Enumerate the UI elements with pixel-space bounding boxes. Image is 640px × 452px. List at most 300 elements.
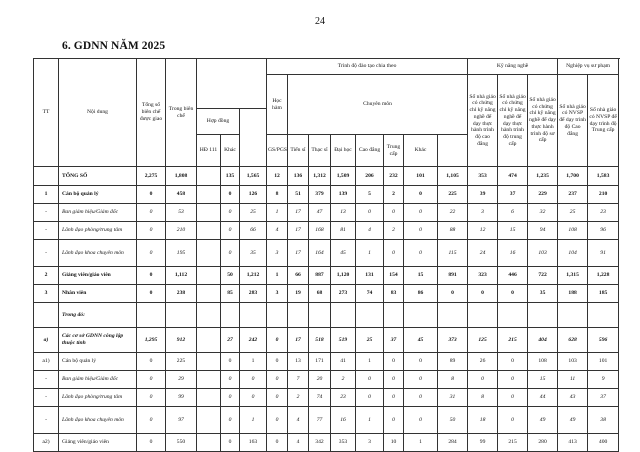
- table-cell: 104: [558, 240, 588, 267]
- table-row: [34, 285, 619, 303]
- header-specialty: Chuyên môn: [288, 75, 468, 135]
- table-cell: 474: [498, 167, 528, 186]
- table-cell: 1: [240, 353, 267, 371]
- row-number: 2: [34, 267, 59, 285]
- row-label: Giảng viên/giáo viên: [59, 267, 137, 285]
- table-cell: 23: [588, 204, 619, 222]
- table-cell: 210: [588, 186, 619, 204]
- table-cell: 8: [267, 186, 288, 204]
- table-cell: 342: [309, 434, 331, 452]
- table-cell: 163: [240, 434, 267, 452]
- table-cell: 229: [528, 186, 558, 204]
- row-label: Ban giám hiệu/Giám đốc: [59, 371, 137, 389]
- table-cell-empty: [197, 303, 221, 328]
- table-cell: 17: [288, 240, 309, 267]
- table-cell: 0: [240, 371, 267, 389]
- table-cell: 210: [166, 222, 197, 240]
- header-contract-total: [240, 109, 267, 167]
- table-cell-empty: [197, 353, 221, 371]
- table-cell: 39: [468, 186, 498, 204]
- table-cell: 1: [240, 407, 267, 434]
- table-cell: 45: [331, 240, 356, 267]
- table-cell: 108: [558, 222, 588, 240]
- table-cell: 23: [331, 389, 356, 407]
- table-cell: 550: [166, 434, 197, 452]
- table-cell: 97: [166, 407, 197, 434]
- header-group-qualification: Trình độ đào tạo chia theo: [267, 59, 468, 75]
- table-cell: 1: [267, 204, 288, 222]
- table-cell: 1,315: [558, 267, 588, 285]
- header-specialty-other: Khác: [404, 135, 438, 167]
- table-cell: [558, 303, 588, 328]
- row-number: a2): [34, 434, 59, 452]
- table-cell: 51: [288, 186, 309, 204]
- table-cell: 0: [221, 389, 240, 407]
- table-cell: 0: [137, 371, 166, 389]
- table-cell: 1,105: [438, 167, 468, 186]
- table-cell: 17: [288, 204, 309, 222]
- table-row: [34, 240, 619, 267]
- table-cell: 0: [267, 389, 288, 407]
- table-cell: 66: [240, 222, 267, 240]
- table-row: [34, 407, 619, 434]
- table-cell: 83: [384, 285, 404, 303]
- table-cell: 77: [309, 407, 331, 434]
- table-cell-empty: [197, 267, 221, 285]
- table-cell: 0: [137, 240, 166, 267]
- row-label: Trong đó:: [59, 303, 137, 328]
- table-row: [34, 204, 619, 222]
- table-cell: 628: [558, 328, 588, 353]
- table-cell: 891: [438, 267, 468, 285]
- table-cell: 0: [221, 371, 240, 389]
- table-cell: 519: [331, 328, 356, 353]
- table-cell: 237: [558, 186, 588, 204]
- table-cell: 99: [166, 389, 197, 407]
- table-cell: 0: [384, 240, 404, 267]
- table-cell: 3: [267, 240, 288, 267]
- header-intermediate: Trung cấp: [384, 135, 404, 167]
- table-cell: 103: [558, 353, 588, 371]
- table-cell: 15: [528, 371, 558, 389]
- table-cell: [384, 303, 404, 328]
- table-cell: 45: [404, 328, 438, 353]
- table-cell: 47: [309, 204, 331, 222]
- table-cell: 154: [384, 267, 404, 285]
- table-cell: 1,120: [331, 267, 356, 285]
- table-cell: 0: [468, 285, 498, 303]
- header-hd111: HĐ 111: [197, 135, 221, 167]
- table-cell: 25: [558, 204, 588, 222]
- table-cell: [468, 303, 498, 328]
- page-number: 24: [315, 16, 325, 27]
- row-number: a): [34, 328, 59, 353]
- table-cell: 1: [356, 353, 384, 371]
- table-cell: 912: [166, 328, 197, 353]
- table-body: [34, 167, 619, 452]
- table-cell: 7: [288, 371, 309, 389]
- table-cell-empty: [197, 371, 221, 389]
- header-academic-title: Học hàm: [267, 75, 288, 135]
- row-number: -: [34, 407, 59, 434]
- table-cell: 1: [356, 240, 384, 267]
- table-cell: 0: [404, 240, 438, 267]
- table-cell: 24: [468, 240, 498, 267]
- table-cell: 38: [588, 407, 619, 434]
- table-cell: 15: [498, 222, 528, 240]
- table-cell: 232: [384, 167, 404, 186]
- header-college: Cao đẳng: [356, 135, 384, 167]
- table-cell: 0: [221, 186, 240, 204]
- table-cell: 53: [166, 204, 197, 222]
- table-cell: 4: [267, 222, 288, 240]
- table-cell: [588, 303, 619, 328]
- table-cell: 185: [588, 285, 619, 303]
- table-cell: 16: [498, 240, 528, 267]
- table-cell: 6: [498, 204, 528, 222]
- table-row: [34, 389, 619, 407]
- table-cell: 44: [528, 389, 558, 407]
- table-cell: 18: [468, 407, 498, 434]
- table-cell: 115: [438, 240, 468, 267]
- row-label: Lãnh đạo khoa chuyên môn: [59, 240, 137, 267]
- header-skill-college: Số nhà giáo có chứng chỉ kỹ năng nghề để dạy thực hành trình độ cao đẳng: [468, 75, 498, 167]
- table-cell: 94: [528, 222, 558, 240]
- table-cell: 126: [240, 186, 267, 204]
- table-cell: 0: [267, 328, 288, 353]
- table-cell: 0: [137, 186, 166, 204]
- header-contract-top: [197, 59, 267, 109]
- table-cell: 13: [288, 353, 309, 371]
- table-cell: 37: [498, 186, 528, 204]
- header-group-vocational-skill: Kỹ năng nghề: [468, 59, 558, 75]
- table-cell: 74: [356, 285, 384, 303]
- table-cell: 1,583: [588, 167, 619, 186]
- table-cell: 1,565: [240, 167, 267, 186]
- table-cell: 1,212: [240, 267, 267, 285]
- table-cell: 1,235: [528, 167, 558, 186]
- table-cell: 0: [221, 434, 240, 452]
- table-cell-empty: [197, 186, 221, 204]
- table-cell: 136: [288, 167, 309, 186]
- table-cell: 0: [498, 389, 528, 407]
- table-cell: 101: [404, 167, 438, 186]
- header-total-staff: Tổng số biên chế được giao: [137, 59, 166, 167]
- row-number: a1): [34, 353, 59, 371]
- header-university: Đại học: [331, 135, 356, 167]
- row-number: -: [34, 204, 59, 222]
- table-cell: 353: [468, 167, 498, 186]
- table-cell: 0: [356, 389, 384, 407]
- table-cell: 0: [221, 222, 240, 240]
- table-cell: 323: [468, 267, 498, 285]
- table-row: [34, 303, 619, 328]
- table-cell: 1: [404, 434, 438, 452]
- table-cell: 27: [221, 328, 240, 353]
- table-cell: 89: [438, 353, 468, 371]
- table-cell: 887: [309, 267, 331, 285]
- table-cell: 1,295: [137, 328, 166, 353]
- table-cell: 12: [468, 222, 498, 240]
- header-master: Thạc sĩ: [309, 135, 331, 167]
- table-cell: 37: [384, 328, 404, 353]
- row-label: Giảng viên/giáo viên: [59, 434, 137, 452]
- table-cell: 0: [404, 353, 438, 371]
- table-cell: 283: [240, 285, 267, 303]
- table-cell-empty: [197, 204, 221, 222]
- table-cell: 0: [221, 407, 240, 434]
- table-cell: 2: [288, 389, 309, 407]
- header-gs-pgs: GS/PGS: [267, 135, 288, 167]
- table-cell: [137, 303, 166, 328]
- table-cell: 0: [267, 407, 288, 434]
- table-cell: 25: [240, 204, 267, 222]
- table-cell: [288, 303, 309, 328]
- table-cell: 1,808: [166, 167, 197, 186]
- table-cell: 0: [498, 407, 528, 434]
- table-cell: [498, 303, 528, 328]
- table-cell: [166, 303, 197, 328]
- table-cell: 0: [404, 407, 438, 434]
- header-group-pedagogy: Nghiệp vụ sư phạm: [558, 59, 619, 75]
- table-cell: 0: [384, 389, 404, 407]
- table-cell-empty: [197, 167, 221, 186]
- header-contract-other: Khác: [221, 135, 240, 167]
- table-cell: 3: [468, 204, 498, 222]
- table-row: [34, 167, 619, 186]
- row-label: Nhân viên: [59, 285, 137, 303]
- table-cell: [309, 303, 331, 328]
- table-cell: 1,312: [309, 167, 331, 186]
- row-label: Lãnh đạo khoa chuyên môn: [59, 407, 137, 434]
- table-cell: 284: [438, 434, 468, 452]
- table-row: [34, 353, 619, 371]
- table-cell-empty: [197, 222, 221, 240]
- table-cell: 164: [309, 240, 331, 267]
- row-label: Lãnh đạo phòng/trung tâm: [59, 389, 137, 407]
- table-cell: 135: [221, 167, 240, 186]
- table-cell: 0: [384, 371, 404, 389]
- table-cell: 2,275: [137, 167, 166, 186]
- table-cell: 43: [558, 389, 588, 407]
- table-cell: 1,228: [588, 267, 619, 285]
- row-number: [34, 167, 59, 186]
- table-cell: 86: [404, 285, 438, 303]
- header-content: Nội dung: [59, 59, 137, 167]
- table-cell-empty: [197, 240, 221, 267]
- table-cell: 596: [588, 328, 619, 353]
- table-cell: 404: [528, 328, 558, 353]
- table-cell: 8: [438, 371, 468, 389]
- table-cell: 17: [288, 328, 309, 353]
- table-cell: 0: [384, 204, 404, 222]
- table-cell: 446: [498, 267, 528, 285]
- row-label: Cán bộ quản lý: [59, 186, 137, 204]
- header-in-payroll: Trong biên chế: [166, 59, 197, 167]
- table-cell-empty: [197, 407, 221, 434]
- table-cell: 3: [356, 434, 384, 452]
- table-cell: [356, 303, 384, 328]
- table-cell: 0: [221, 240, 240, 267]
- table-cell: 1: [267, 267, 288, 285]
- table-cell: 91: [588, 240, 619, 267]
- table-cell: 1,112: [166, 267, 197, 285]
- row-number: -: [34, 240, 59, 267]
- table-cell: 66: [288, 267, 309, 285]
- table-cell: 31: [438, 389, 468, 407]
- table-cell: 13: [331, 204, 356, 222]
- table-cell: [331, 303, 356, 328]
- table-cell: 12: [267, 167, 288, 186]
- table-cell: 195: [166, 240, 197, 267]
- table-cell: 206: [356, 167, 384, 186]
- table-cell: 50: [221, 267, 240, 285]
- table-cell: 4: [356, 222, 384, 240]
- header-doctor: Tiến sĩ: [288, 135, 309, 167]
- table-cell: 0: [384, 353, 404, 371]
- table-cell-empty: [197, 328, 221, 353]
- table-cell: 20: [309, 371, 331, 389]
- table-cell: 10: [384, 434, 404, 452]
- table-cell: 168: [309, 222, 331, 240]
- table-cell: 49: [558, 407, 588, 434]
- table-cell: 225: [166, 353, 197, 371]
- table-cell: 19: [288, 285, 309, 303]
- table-cell: 238: [166, 285, 197, 303]
- table-cell: 2: [384, 186, 404, 204]
- table-cell: 26: [468, 353, 498, 371]
- row-number: 3: [34, 285, 59, 303]
- row-label: Cán bộ quản lý: [59, 353, 137, 371]
- table-cell: 88: [438, 222, 468, 240]
- table-cell: 131: [356, 267, 384, 285]
- header-tt: TT: [34, 59, 59, 167]
- table-cell: [438, 303, 468, 328]
- table-cell: 215: [498, 328, 528, 353]
- table-cell: [240, 303, 267, 328]
- table-cell: 225: [438, 186, 468, 204]
- table-cell: 41: [331, 353, 356, 371]
- table-cell: 215: [498, 434, 528, 452]
- header-pedagogy-college: Số nhà giáo có NVSP để dạy trình độ Cao đẳng: [558, 75, 588, 167]
- table-cell: 4: [288, 407, 309, 434]
- table-cell: 37: [588, 389, 619, 407]
- table-cell: 188: [558, 285, 588, 303]
- table-cell: [404, 303, 438, 328]
- table-cell: 242: [240, 328, 267, 353]
- table-row: [34, 267, 619, 285]
- table-cell: 518: [309, 328, 331, 353]
- table-cell: 0: [137, 222, 166, 240]
- table-cell: 99: [468, 434, 498, 452]
- row-number: -: [34, 222, 59, 240]
- table-row: [34, 328, 619, 353]
- row-label: Ban giám hiệu/Giám đốc: [59, 204, 137, 222]
- table-cell: 96: [588, 222, 619, 240]
- table-cell: 22: [438, 204, 468, 222]
- table-cell: 9: [588, 371, 619, 389]
- table-cell-empty: [197, 389, 221, 407]
- row-label: TỔNG SỐ: [59, 167, 137, 186]
- table-cell: 722: [528, 267, 558, 285]
- table-cell: 353: [331, 434, 356, 452]
- table-cell: [528, 303, 558, 328]
- table-cell: 171: [309, 353, 331, 371]
- table-cell: 0: [267, 434, 288, 452]
- table-cell: 8: [468, 389, 498, 407]
- section-title: 6. GDNN NĂM 2025: [62, 40, 166, 52]
- table-cell: 379: [309, 186, 331, 204]
- table-cell: 139: [331, 186, 356, 204]
- table-cell: 0: [137, 353, 166, 371]
- table-cell: 0: [267, 353, 288, 371]
- table-cell: 0: [404, 204, 438, 222]
- table-cell-empty: [197, 434, 221, 452]
- row-number: -: [34, 371, 59, 389]
- table-cell: 1: [356, 407, 384, 434]
- table-cell: 413: [558, 434, 588, 452]
- table-cell-empty: [197, 285, 221, 303]
- table-cell: 2: [331, 371, 356, 389]
- table-cell: [267, 303, 288, 328]
- table-cell: 108: [528, 353, 558, 371]
- table-cell: 2: [384, 222, 404, 240]
- header-skill-elementary: Số nhà giáo có chứng chỉ kỹ năng nghề để dạy thực hành trình độ sơ cấp: [528, 75, 558, 167]
- table-cell: 103: [528, 240, 558, 267]
- table-cell: 280: [528, 434, 558, 452]
- table-cell: 49: [528, 407, 558, 434]
- table-cell: 50: [438, 407, 468, 434]
- table-cell: 5: [356, 186, 384, 204]
- table-cell: 85: [221, 285, 240, 303]
- table-cell: 0: [404, 389, 438, 407]
- table-row: [34, 186, 619, 204]
- table-cell: 0: [468, 371, 498, 389]
- table-cell: 35: [528, 285, 558, 303]
- table-cell: 0: [384, 407, 404, 434]
- table-cell: 458: [166, 186, 197, 204]
- table-cell: 0: [137, 407, 166, 434]
- table-cell: 68: [309, 285, 331, 303]
- table-cell: 0: [356, 371, 384, 389]
- table-cell: 400: [588, 434, 619, 452]
- table-cell: 0: [498, 353, 528, 371]
- table-cell: [221, 303, 240, 328]
- row-number: -: [34, 389, 59, 407]
- table-cell: 11: [558, 371, 588, 389]
- table-cell: 0: [221, 204, 240, 222]
- table-cell: 0: [356, 204, 384, 222]
- table-cell: 35: [240, 240, 267, 267]
- table-cell: 0: [438, 285, 468, 303]
- statistics-table: [33, 58, 619, 452]
- table-cell: 373: [438, 328, 468, 353]
- table-cell: 3: [267, 285, 288, 303]
- table-cell: 0: [498, 371, 528, 389]
- table-cell: 0: [137, 204, 166, 222]
- table-cell: 17: [288, 222, 309, 240]
- header-contract: Hợp đồng: [197, 109, 240, 135]
- table-cell: 0: [137, 434, 166, 452]
- table-cell: 1,700: [558, 167, 588, 186]
- row-label: Các cơ sở GDNN công lập thuộc tỉnh: [59, 328, 137, 353]
- table-cell: 0: [137, 267, 166, 285]
- table-cell: 0: [267, 371, 288, 389]
- table-cell: 16: [331, 407, 356, 434]
- table-cell: 32: [528, 204, 558, 222]
- table-row: [34, 222, 619, 240]
- table-cell: 0: [498, 285, 528, 303]
